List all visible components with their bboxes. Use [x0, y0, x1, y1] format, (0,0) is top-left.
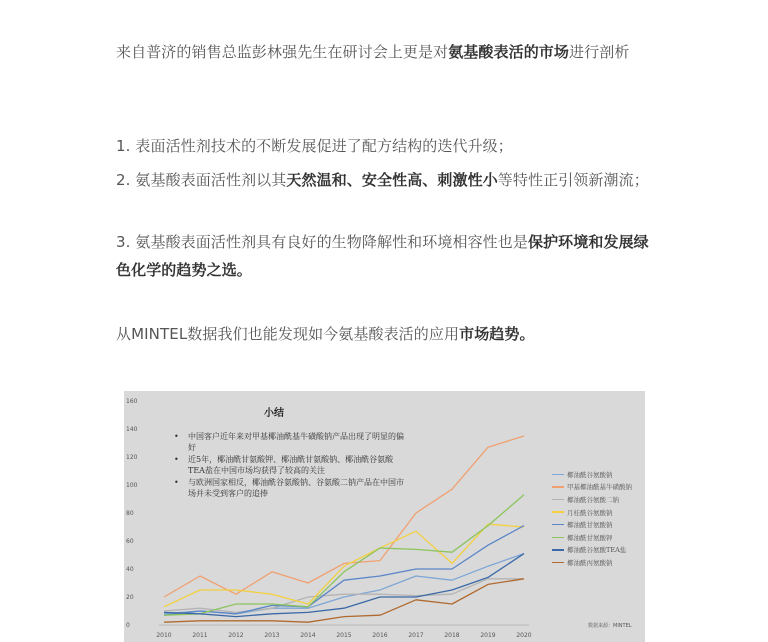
y-tick-label: 120 [126, 454, 138, 461]
point-1: 1. 表面活性剂技术的不断发展促进了配方结构的迭代升级； [116, 137, 513, 155]
point-2-text-end: 等特性正引领新潮流； [497, 171, 649, 189]
legend-label: 椰油酰甘氨酸钾 [567, 533, 613, 542]
y-tick-label: 20 [126, 594, 134, 601]
y-tick-label: 40 [126, 566, 134, 573]
legend-label: 椰油酰甘氨酸钠 [567, 521, 613, 530]
legend-item [552, 556, 644, 569]
legend-item [552, 493, 644, 506]
point-2-highlight: 天然温和、安全性高、刺激性小 [286, 171, 498, 189]
mintel-text: 从MINTEL数据我们也能发现如今氨基酸表活的应用 [116, 325, 460, 343]
y-tick-label: 160 [126, 398, 138, 405]
point-2-text: 2. 氨基酸表面活性剂以其 [116, 171, 287, 189]
point-3-text: 3. 氨基酸表面活性剂具有良好的生物降解性和环境相容性也是 [116, 233, 528, 251]
summary-notes [174, 431, 404, 500]
y-tick-label: 100 [126, 482, 138, 489]
legend-item [552, 544, 644, 557]
x-tick-label: 2020 [516, 632, 532, 639]
data-source: 数据来源：MINTEL [588, 623, 632, 629]
legend-label: 月桂酰谷氨酸钠 [567, 508, 613, 517]
point-2 [116, 166, 656, 194]
legend-swatch [552, 486, 564, 488]
legend-swatch [552, 499, 564, 501]
y-tick-label: 140 [126, 426, 138, 433]
legend-item [552, 531, 644, 544]
x-tick-label: 2018 [444, 632, 460, 639]
x-tick-label: 2017 [408, 632, 424, 639]
legend-label: 椰油酰谷氨酸二钠 [567, 495, 619, 504]
intro-paragraph [116, 38, 656, 66]
x-tick-label: 2010 [156, 632, 172, 639]
point-3 [116, 228, 656, 284]
summary-note: • 中国客户近年来对甲基椰油酰基牛磺酸钠产品出现了明显的偏好 [174, 431, 404, 453]
intro-text: 来自普济的销售总监彭林强先生在研讨会上更是对 [116, 43, 449, 61]
legend-label: 甲基椰油酰基牛磺酸钠 [567, 483, 632, 492]
legend-swatch [552, 537, 564, 539]
y-tick-label: 80 [126, 510, 134, 517]
legend-swatch [552, 524, 564, 526]
point-3-highlight: 保护环境和发展绿色化学的趋势之选。 [116, 233, 649, 279]
legend-swatch [552, 474, 564, 476]
legend-item [552, 468, 644, 481]
y-tick-label: 60 [126, 538, 134, 545]
x-tick-label: 2012 [228, 632, 244, 639]
x-tick-label: 2014 [300, 632, 316, 639]
market-trend-figure [124, 391, 645, 642]
legend-item [552, 518, 644, 531]
legend-swatch [552, 562, 564, 564]
legend-swatch [552, 549, 564, 551]
legend-label: 椰油酰谷氨酸钠 [567, 470, 613, 479]
legend-item [552, 481, 644, 494]
x-tick-label: 2019 [480, 632, 496, 639]
figure-title: 小结 [264, 408, 284, 419]
mintel-paragraph [116, 320, 656, 348]
summary-note: • 与欧洲国家相反，椰油酰谷氨酸钠、谷氨酸二钠产品在中国市场并未受到客户的追捧 [174, 477, 404, 499]
x-tick-label: 2015 [336, 632, 352, 639]
summary-note: • 近5年，椰油酰甘氨酸钾、椰油酰甘氨酸钠、椰油酰谷氨酸TEA盐在中国市场均获得了较高的关注 [174, 454, 404, 476]
chart-legend [552, 468, 644, 569]
x-tick-label: 2013 [264, 632, 280, 639]
mintel-highlight: 市场趋势。 [459, 325, 535, 343]
legend-swatch [552, 511, 564, 513]
intro-text-end: 进行剖析 [569, 43, 630, 61]
legend-label: 椰油酰丙氨酸钠 [567, 558, 613, 567]
legend-item [552, 506, 644, 519]
intro-highlight: 氨基酸表活的市场 [448, 43, 570, 61]
x-tick-label: 2011 [192, 632, 208, 639]
legend-label: 椰油酰谷氨酸TEA盐 [567, 546, 627, 555]
y-tick-label: 0 [126, 622, 130, 629]
x-tick-label: 2016 [372, 632, 388, 639]
